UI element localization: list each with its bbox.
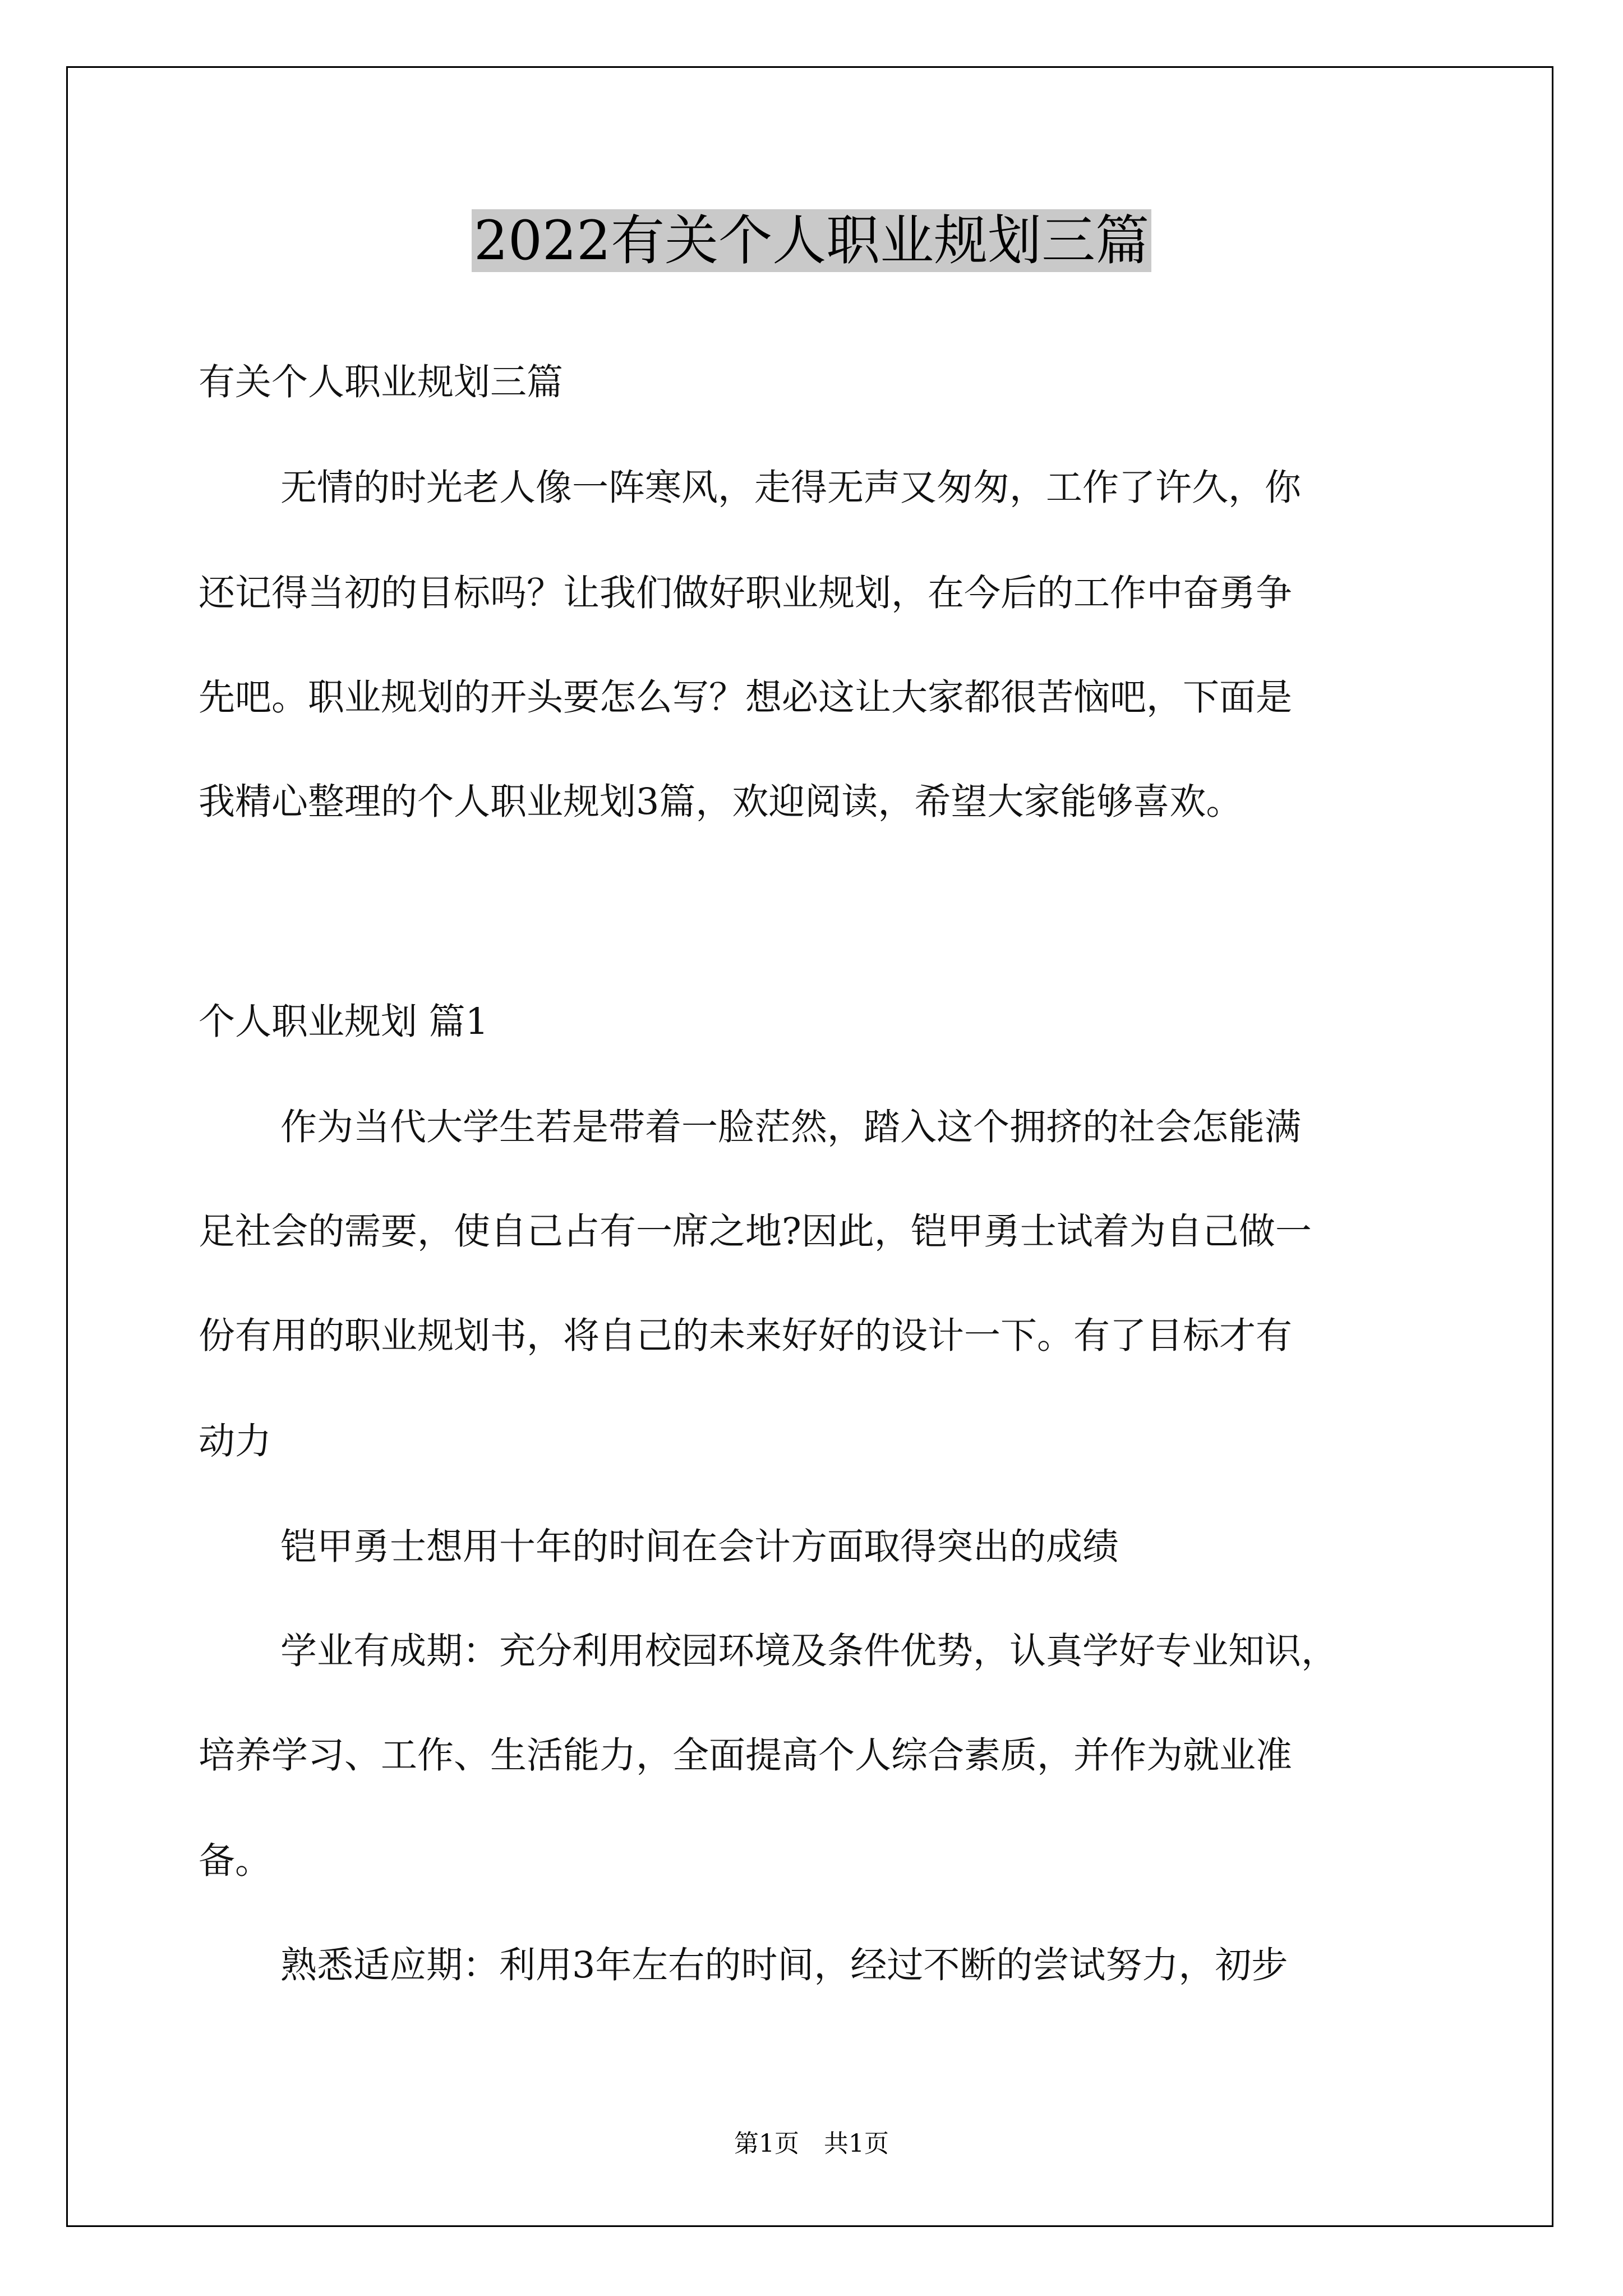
section-heading: 有关个人职业规划三篇 xyxy=(199,361,564,403)
paragraph-line: 培养学习、工作、生活能力，全面提高个人综合素质，并作为就业准 xyxy=(199,1734,1293,1777)
paragraph-line: 先吧。职业规划的开头要怎么写？想必这让大家都很苦恼吧，下面是 xyxy=(199,677,1293,719)
paragraph-line: 动力 xyxy=(199,1420,272,1462)
title-text: 2022有关个人职业规划三篇 xyxy=(472,209,1151,272)
paragraph-line: 作为当代大学生若是带着一脸茫然，踏入这个拥挤的社会怎能满 xyxy=(280,1106,1302,1148)
paragraph-line: 学业有成期：充分利用校园环境及条件优势，认真学好专业知识， xyxy=(280,1630,1338,1672)
paragraph-line: 还记得当初的目标吗？让我们做好职业规划，在今后的工作中奋勇争 xyxy=(199,572,1293,614)
paragraph-line: 备。 xyxy=(199,1840,272,1882)
paragraph-line: 熟悉适应期：利用3年左右的时间，经过不断的尝试努力，初步 xyxy=(280,1944,1288,1986)
paragraph-line: 无情的时光老人像一阵寒风，走得无声又匆匆，工作了许久，你 xyxy=(280,467,1302,509)
paragraph-line: 足社会的需要，使自己占有一席之地?因此，铠甲勇士试着为自己做一 xyxy=(199,1211,1312,1253)
paragraph-line: 我精心整理的个人职业规划3篇，欢迎阅读，希望大家能够喜欢。 xyxy=(199,781,1243,823)
page-footer: 第1页 共1页 xyxy=(734,2129,889,2158)
paragraph-line: 铠甲勇士想用十年的时间在会计方面取得突出的成绩 xyxy=(280,1526,1119,1568)
paragraph-line: 份有用的职业规划书，将自己的未来好好的设计一下。有了目标才有 xyxy=(199,1315,1293,1357)
section-heading: 个人职业规划 篇1 xyxy=(199,1001,489,1043)
document-title xyxy=(0,205,1623,276)
